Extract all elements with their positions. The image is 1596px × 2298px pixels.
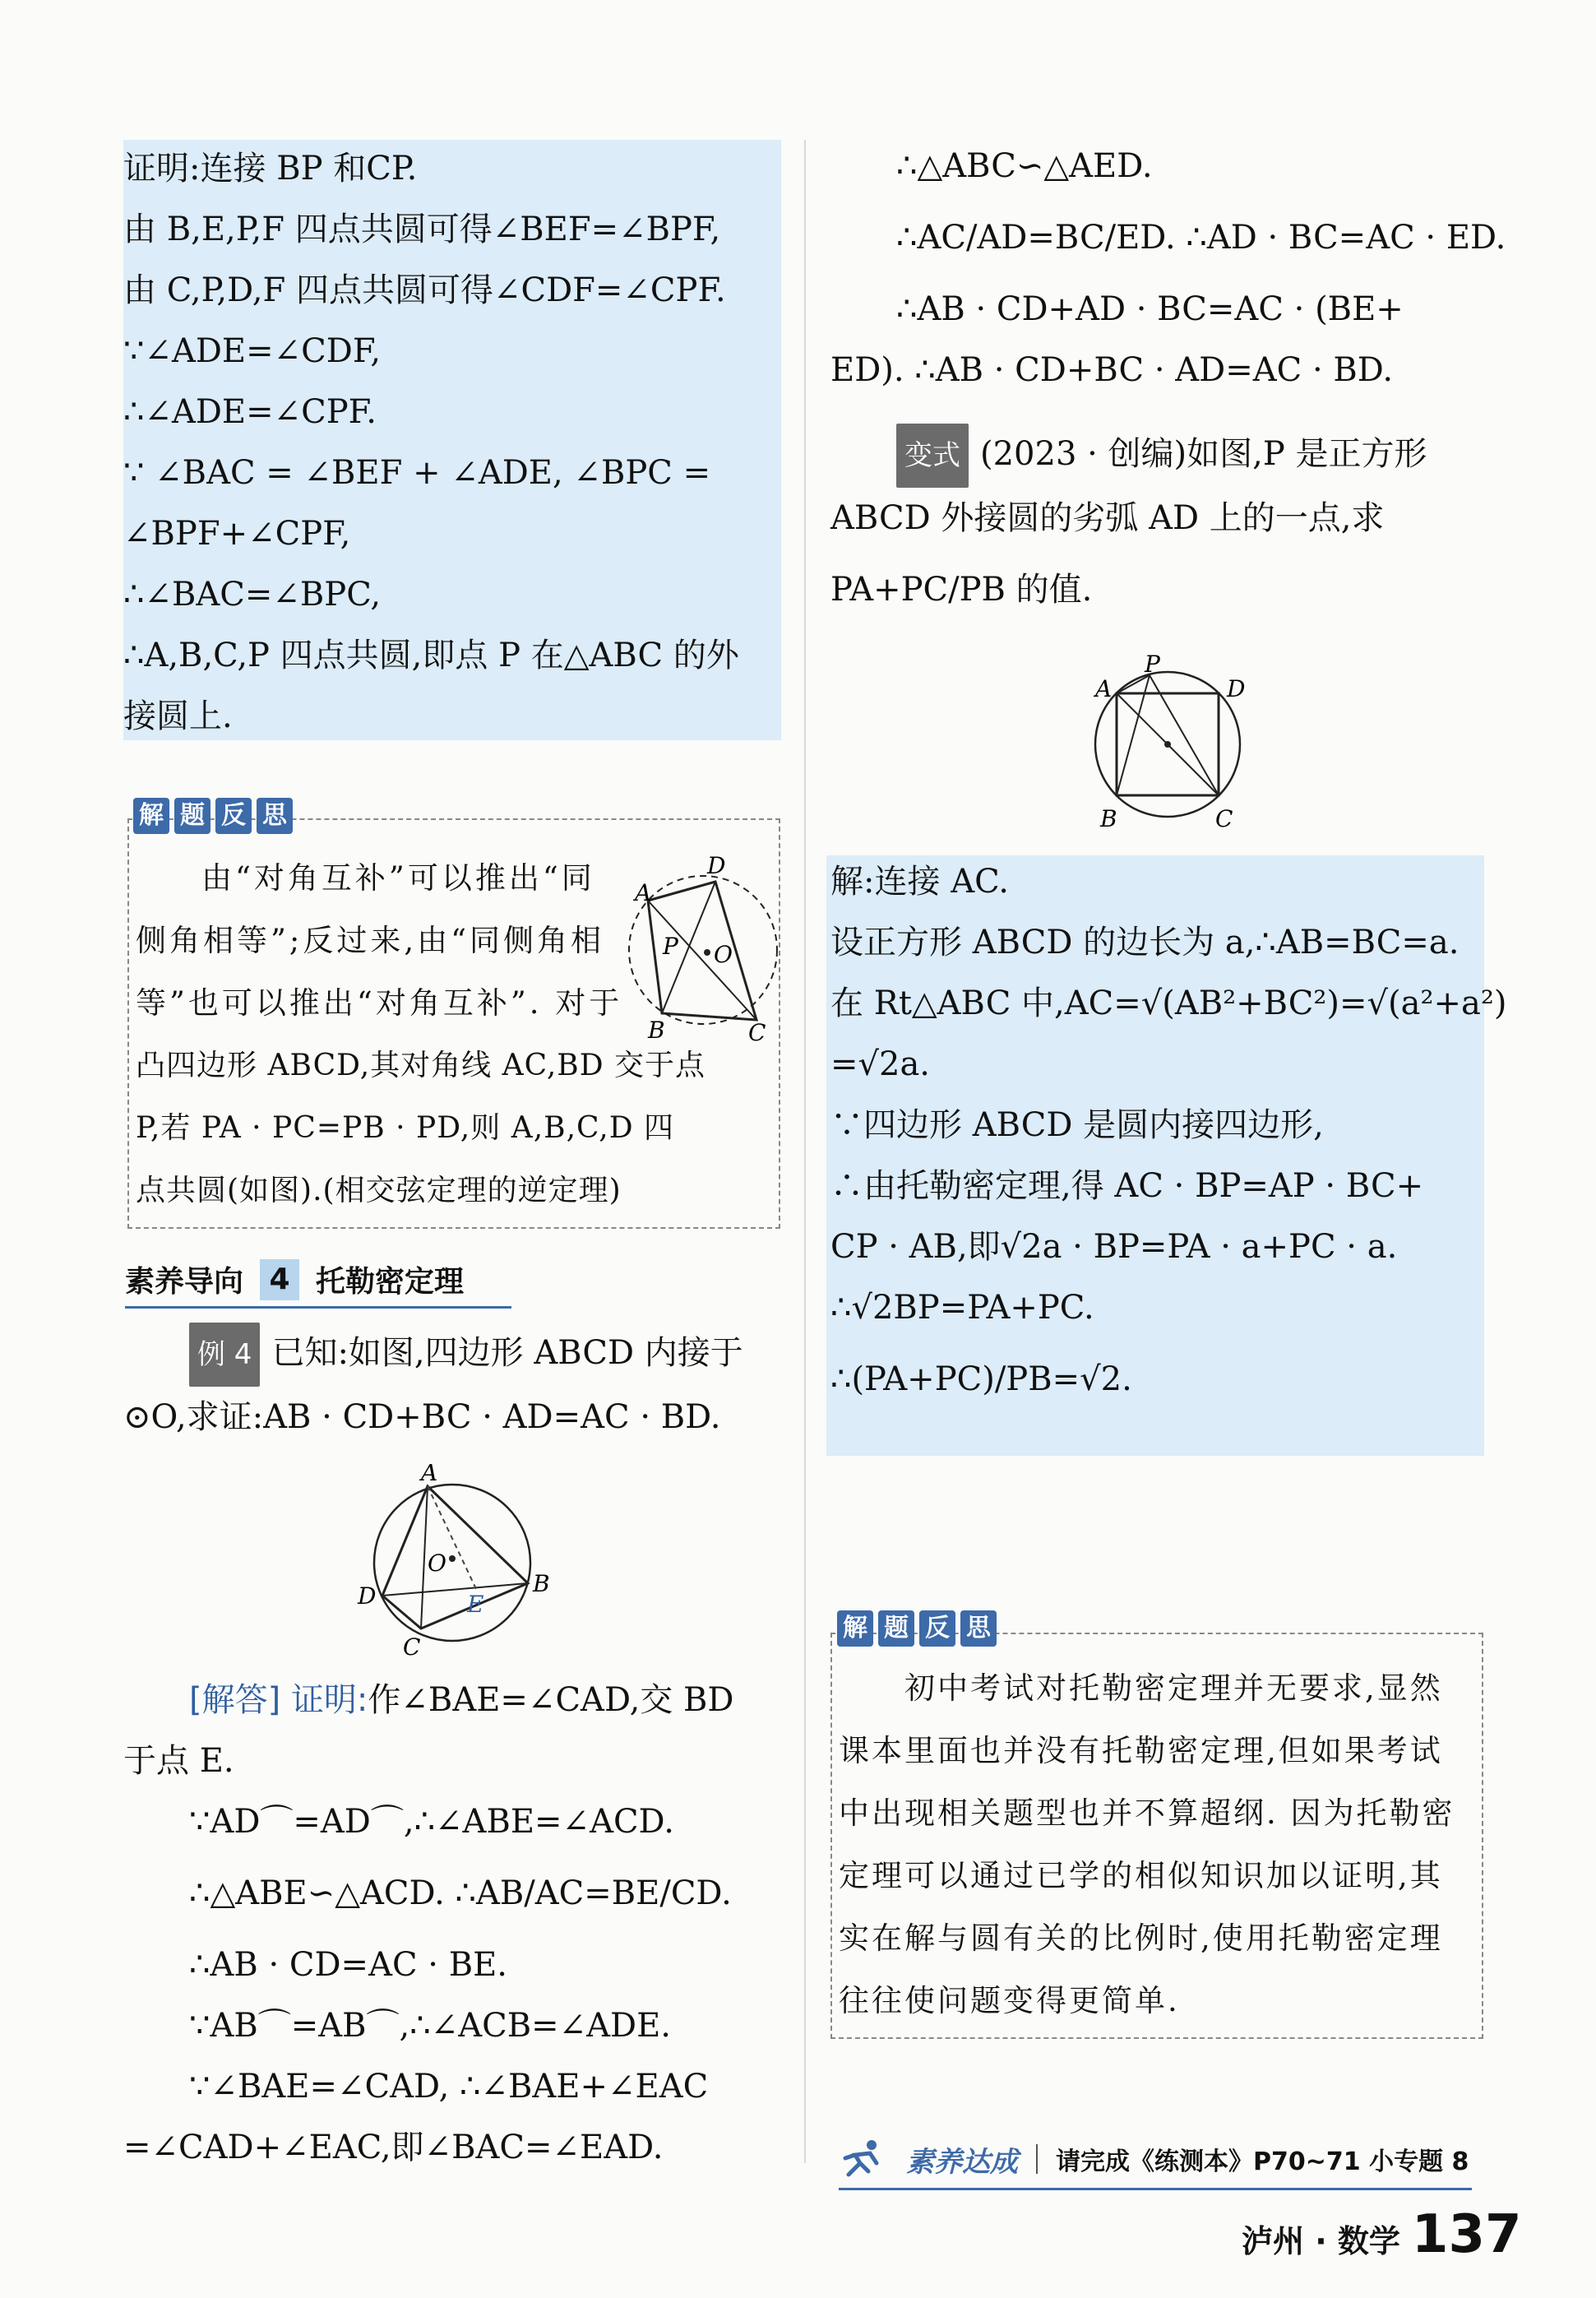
label-D: D [707,855,726,879]
right-top [830,136,1506,401]
variant-line: PA+PC/PB 的值. [830,571,1093,609]
answer [123,1670,733,2178]
answer-line: ∵AD⌒=AD⌒,∴∠ABE=∠ACD. [189,1803,674,1841]
proof-line: 由 C,P,D,F 四点共圆可得∠CDF=∠CPF. [123,271,726,309]
reflect-line: 中出现相关题型也并不算超纲. 因为托勒密 [839,1795,1455,1831]
label-E: E [467,1591,484,1618]
label-B: B [1100,805,1117,832]
section-underline [125,1306,511,1309]
column-divider [804,140,806,2163]
footer-page [1242,2204,1522,2265]
example-line: 已知:如图,四边形 ABCD 内接于 [271,1334,743,1372]
example-tag: 例 4 [189,1323,260,1387]
label-P: P [663,933,678,960]
reflect-title-char: 题 [878,1610,914,1647]
variant [830,424,1427,631]
reflect-line: 由“对角互补”可以推出“同 [201,860,595,896]
label-A: A [635,879,652,906]
reflect-title-left [133,798,293,834]
footer-brand: 素养达成 [906,2145,1018,2179]
reflect-title-char: 思 [257,798,293,834]
square-in-circle-figure [1069,654,1266,835]
proof-line: ∠BPF+∠CPF, [123,515,351,553]
solution-line: ∴√2BP=PA+PC. [830,1289,1094,1327]
example-line: ⊙O,求证:AB · CD+BC · AD=AC · BD. [123,1398,721,1436]
label-C: C [1215,805,1233,832]
reflect-line: 实在解与圆有关的比例时,使用托勒密定理 [839,1920,1443,1956]
proof-line: ∴∠ADE=∠CPF. [123,393,377,431]
answer-line: ∴AB · CD=AC · BE. [189,1946,508,1984]
section-label: 素养导向 [125,1265,244,1299]
right-line: ∴AC/AD=BC/ED. ∴AD · BC=AC · ED. [896,219,1506,257]
solution-line: 在 Rt△ABC 中,AC=√(AB²+BC²)=√(a²+a²) [830,985,1507,1022]
reflect-title-char: 思 [960,1610,997,1647]
solution-line: 设正方形 ABCD 的边长为 a,∴AB=BC=a. [830,924,1460,961]
label-A: A [421,1464,438,1486]
reflect-title-char: 题 [174,798,210,834]
solution-line: =√2a. [830,1045,931,1083]
reflect-title-char: 解 [133,798,169,834]
reflect-line: 定理可以通过已学的相似知识加以证明,其 [839,1858,1443,1893]
footer-divider [1036,2144,1038,2174]
proof-line: ∴∠BAC=∠BPC, [123,576,382,614]
right-line: ED). ∴AB · CD+BC · AD=AC · BD. [830,351,1394,389]
solution [830,851,1507,1420]
label-D: D [358,1582,377,1610]
right-line: ∴△ABC∽△AED. [896,147,1153,185]
label-B: B [648,1017,665,1044]
solution-line: ∴由托勒密定理,得 AC · BP=AP · BC+ [830,1167,1424,1205]
solution-line: 解:连接 AC. [830,863,1009,901]
variant-line: (2023 · 创编)如图,P 是正方形 [980,435,1427,473]
label-O: O [714,941,733,968]
reflect-title-char: 反 [919,1610,955,1647]
section-number: 4 [260,1259,299,1300]
reflect-title-char: 解 [837,1610,873,1647]
label-A: A [1095,675,1113,702]
section-header [125,1258,464,1300]
reflect-title-right [837,1610,997,1647]
proof-line: 接圆上. [123,697,233,735]
reflect-title-char: 反 [215,798,252,834]
variant-tag: 变式 [896,424,969,488]
label-P: P [1145,654,1160,678]
answer-line: ∴△ABE∽△ACD. ∴AB/AC=BE/CD. [189,1874,732,1912]
reflect-line: 侧角相等”;反过来,由“同侧角相 [136,923,605,958]
cyclic-quad-figure [625,855,781,1045]
answer-line: 作∠BAE=∠CAD,交 BD [368,1681,734,1719]
right-line: ∴AB · CD+AD · BC=AC · (BE+ [896,290,1404,328]
proof-line: 由 B,E,P,F 四点共圆可得∠BEF=∠BPF, [123,211,721,248]
reflect-line: 初中考试对托勒密定理并无要求,显然 [904,1670,1443,1706]
answer-line: ∵AB⌒=AB⌒,∴∠ACB=∠ADE. [189,2007,671,2045]
answer-tag: [解答] [189,1681,281,1719]
reflect-text-left [136,847,705,1222]
footer-region-subject: 泸州 · 数学 [1242,2223,1400,2259]
proof-line: ∵∠ADE=∠CDF, [123,332,382,370]
answer-line: =∠CAD+∠EAC,即∠BAC=∠EAD. [123,2129,664,2166]
answer-line: ∵∠BAE=∠CAD, ∴∠BAE+∠EAC [189,2068,709,2106]
answer-lead: 证明: [290,1681,368,1719]
label-D: D [1227,675,1246,702]
footer-banner [839,2138,1469,2180]
variant-line: ABCD 外接圆的劣弧 AD 上的一点,求 [830,499,1385,537]
solution-line: ∵四边形 ABCD 是圆内接四边形, [830,1106,1324,1144]
left-proof [123,138,739,747]
solution-line: CP · AB,即√2a · BP=PA · a+PC · a. [830,1228,1398,1266]
example [123,1323,743,1448]
label-C: C [748,1019,766,1045]
label-O: O [428,1550,446,1577]
answer-line: 于点 E. [123,1742,234,1780]
reflect-line: 凸四边形 ABCD,其对角线 AC,BD 交于点 [136,1049,706,1082]
footer-underline [839,2188,1472,2190]
reflect-line: P,若 PA · PC=PB · PD,则 A,B,C,D 四 [136,1111,675,1145]
section-title: 托勒密定理 [316,1265,465,1299]
label-C: C [403,1633,421,1661]
reflect-line: 往往使问题变得更简单. [839,1983,1180,2018]
solution-line: ∴(PA+PC)/PB=√2. [830,1360,1132,1398]
label-B: B [533,1570,550,1597]
runner-icon [839,2138,888,2180]
reflect-text-right [839,1657,1455,2032]
page-number: 137 [1411,2204,1522,2265]
reflect-line: 课本里面也并没有托勒密定理,但如果考试 [839,1733,1443,1768]
proof-line: 证明:连接 BP 和CP. [123,150,418,188]
reflect-line: 等”也可以推出“对角互补”. 对于 [136,985,623,1021]
footer-instruction: 请完成《练测本》P70~71 小专题 8 [1056,2147,1469,2176]
proof-line: ∵ ∠BAC = ∠BEF + ∠ADE, ∠BPC = [123,454,711,492]
proof-line: ∴A,B,C,P 四点共圆,即点 P 在△ABC 的外 [123,637,739,674]
reflect-line: 点共圆(如图).(相交弦定理的逆定理) [136,1174,622,1207]
ptolemy-figure [345,1464,559,1661]
